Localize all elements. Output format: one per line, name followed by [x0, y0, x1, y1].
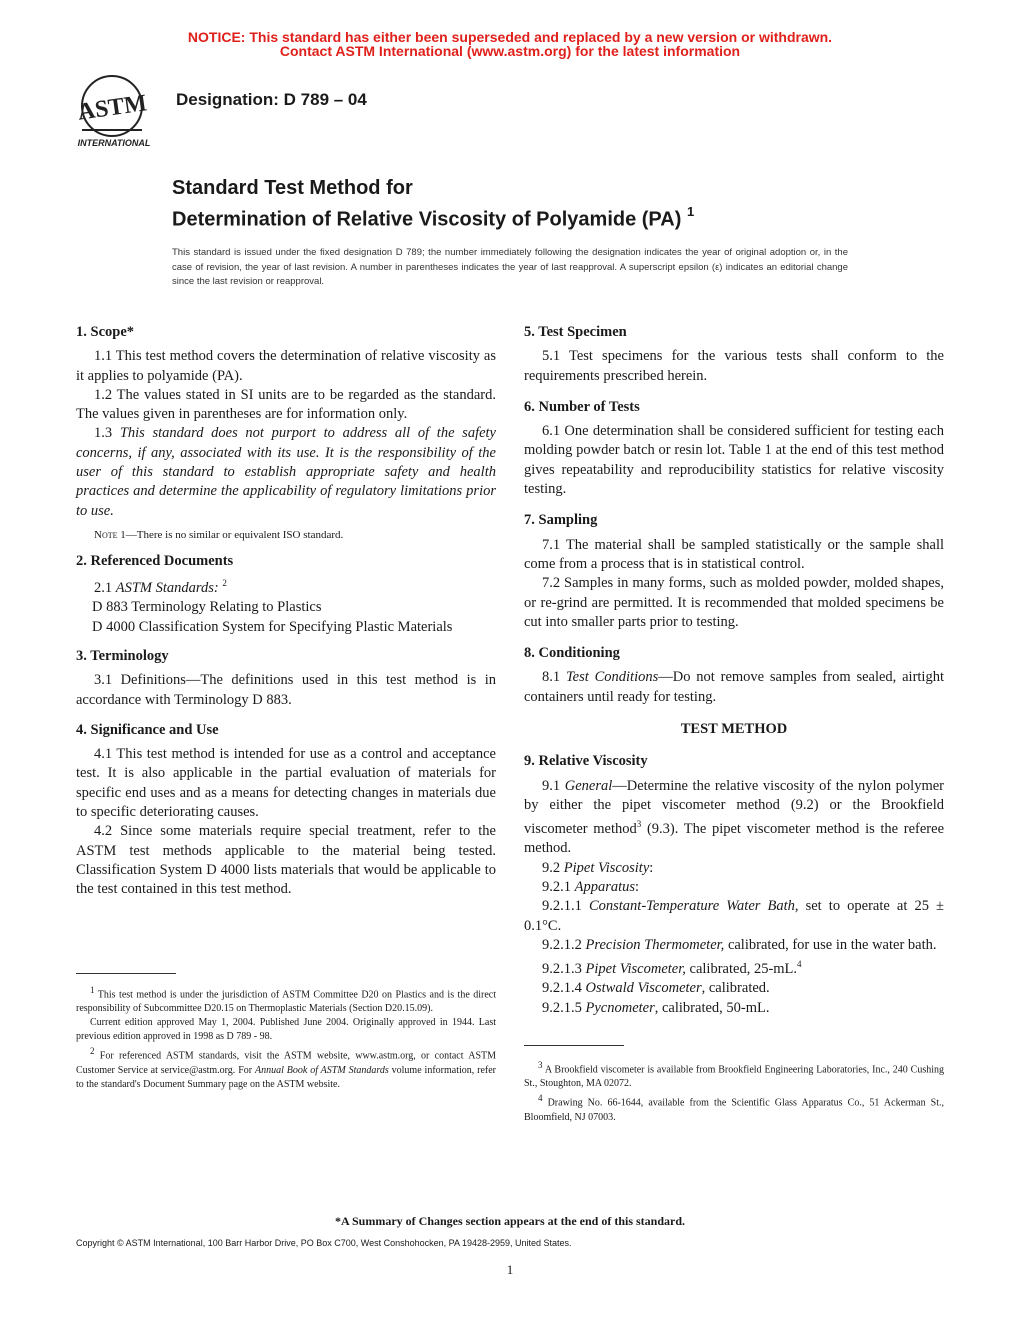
section-3-heading: 3. Terminology [76, 647, 169, 664]
para-4-2: 4.2 Since some materials require special treatment, refer to the ASTM test methods applicable to the material being tested. Classification System D 4000 lists materials that would be applicable to the test contained in this test method. [76, 823, 496, 898]
right-column [524, 323, 944, 1018]
para-9-2-1: 9.2.1 Apparatus: [542, 878, 640, 895]
para-4-1: 4.1 This test method is intended for use as a control and acceptance test. It is also applicable in the partial evaluation of materials for specific end uses and as a means for detecting changes in materials due to specific deteriorating causes. [76, 746, 496, 821]
footnote-3: $^3$ A Brookfield viscometer is available from Brookfield Engineering Laboratories, Inc., 240 Cushing St., Stoughton, MA 02072. [524, 1060, 944, 1090]
para-2-1: 2.1 ASTM Standards: $^2$ [94, 578, 227, 597]
designation: Designation: D 789 – 04 [176, 90, 367, 109]
para-9-1: 9.1 General—Determine the relative viscosity of the nylon polymer by either the pipet viscometer method (9.2) or the Brookfield viscometer method$^3$ (9.3). The pipet viscometer method is the referee method. [524, 777, 945, 857]
astm-logo [68, 72, 164, 156]
footnote-4: $^4$ Drawing No. 66-1644, available from the Scientific Glass Apparatus Co., 51 Ackerman St., Bloomfield, NJ 07003. [524, 1093, 944, 1123]
footnote-1: $^1$ This test method is under the jurisdiction of ASTM Committee D20 on Plastics and is the direct responsibility of Subcommittee D20.15 on Thermoplastic Materials (Section D20.15.09). [76, 985, 497, 1015]
para-5-1: 5.1 Test specimens for the various tests shall conform to the requirements prescribed herein. [524, 348, 944, 384]
para-7-2: 7.2 Samples in many forms, such as molded powder, molded shapes, or re-grind are permitted. It is recommended that molded specimens be cut into smaller parts prior to testing. [524, 575, 944, 630]
para-6-1: 6.1 One determination shall be considered sufficient for testing each molding powder batch or resin lot. Table 1 at the end of this test method gives repeatability and reproducibility statistics for relative viscosity testing. [524, 423, 944, 498]
section-1-heading: 1. Scope* [76, 324, 134, 340]
copyright-line: Copyright © ASTM International, 100 Barr Harbor Drive, PO Box C700, West Conshohocken, PA 19428-2959, United States. [76, 1238, 572, 1248]
left-footnotes [76, 983, 496, 1092]
footnote-2: $^2$ For referenced ASTM standards, visit the ASTM website, www.astm.org, or contact ASTM Customer Service at service@astm.org. For Annual Book of ASTM Standards volume information, refer to the standard's Document Summary page on the ASTM website. [76, 1046, 497, 1090]
para-9-2-1-2: 9.2.1.2 Precision Thermometer, calibrated, for use in the water bath. [542, 936, 937, 953]
summary-of-changes-note: *A Summary of Changes section appears at the end of this standard. [334, 1214, 686, 1228]
para-1-3: 1.3 This standard does not purport to address all of the safety concerns, if any, associated with its use. It is the responsibility of the user of this standard to establish appropriate safety and health practices and determine the applicability of regulatory limitations prior to use. [76, 425, 496, 519]
ref-d4000: D 4000 Classification System for Specifying Plastic Materials [92, 618, 453, 635]
para-7-1: 7.1 The material shall be sampled statistically or the sample shall come from a process that is in statistical control. [524, 536, 944, 572]
para-1-1: 1.1 This test method covers the determination of relative viscosity as it applies to polyamide (PA). [76, 348, 496, 384]
section-8-heading: 8. Conditioning [524, 645, 620, 662]
ref-d883: D 883 Terminology Relating to Plastics [92, 599, 322, 616]
footnote-1b: Current edition approved May 1, 2004. Published June 2004. Originally approved in 1944. Last previous edition approved in 1998 as D 789 - 98. [76, 1017, 496, 1043]
section-2-heading: 2. Referenced Documents [76, 552, 234, 569]
test-method-heading: TEST METHOD [680, 721, 788, 738]
section-5-heading: 5. Test Specimen [524, 324, 627, 340]
para-9-2-1-3: 9.2.1.3 Pipet Viscometer, calibrated, 25-mL.$^4$ [542, 959, 802, 977]
document-title [172, 176, 872, 233]
title-footnote-mark: 1 [686, 204, 695, 219]
title-line-1: Standard Test Method for [172, 177, 413, 199]
para-9-2-1-1: 9.2.1.1 Constant-Temperature Water Bath, set to operate at 25 ± 0.1°C. [524, 898, 945, 934]
para-9-2: 9.2 Pipet Viscosity: [542, 859, 654, 876]
section-9-heading: 9. Relative Viscosity [524, 753, 648, 770]
para-9-2-1-5: 9.2.1.5 Pycnometer, calibrated, 50-mL. [542, 999, 770, 1016]
section-6-heading: 6. Number of Tests [524, 398, 640, 415]
left-column [76, 323, 496, 900]
note-1: Note 1—There is no similar or equivalent ISO standard. [94, 528, 344, 541]
para-9-2-1-4: 9.2.1.4 Ostwald Viscometer, calibrated. [542, 980, 770, 997]
logo-international-text: INTERNATIONAL [77, 138, 151, 148]
para-3-1: 3.1 Definitions—The definitions used in this test method is in accordance with Terminology D 883. [76, 672, 496, 708]
issued-statement: This standard is issued under the fixed designation D 789; the number immediately following the designation indicates the year of original adoption or, in the case of revision, the year of last revision. A number in parentheses indicates the year of last reapproval. A superscript epsilon (ε) indicates an editorial change since the last revision or reapproval. [172, 247, 848, 287]
notice-line-2: Contact ASTM International (www.astm.org) for the latest information [279, 43, 741, 59]
section-4-heading: 4. Significance and Use [76, 721, 219, 738]
section-7-heading: 7. Sampling [524, 512, 598, 529]
right-footnotes [524, 1058, 944, 1125]
para-8-1: 8.1 Test Conditions—Do not remove samples from sealed, airtight containers until ready for testing. [524, 669, 944, 705]
page-number: 1 [506, 1262, 514, 1277]
right-footnote-rule [524, 1045, 624, 1046]
notice-line-1: NOTICE: This standard has either been superseded and replaced by a new version or withdrawn. [187, 29, 833, 45]
svg-text:ASTM: ASTM [76, 90, 149, 126]
title-line-2: Determination of Relative Viscosity of Polyamide (PA) [172, 208, 682, 231]
left-footnote-rule [76, 973, 176, 974]
para-1-2: 1.2 The values stated in SI units are to be regarded as the standard. The values given in parentheses are for information only. [76, 386, 496, 423]
